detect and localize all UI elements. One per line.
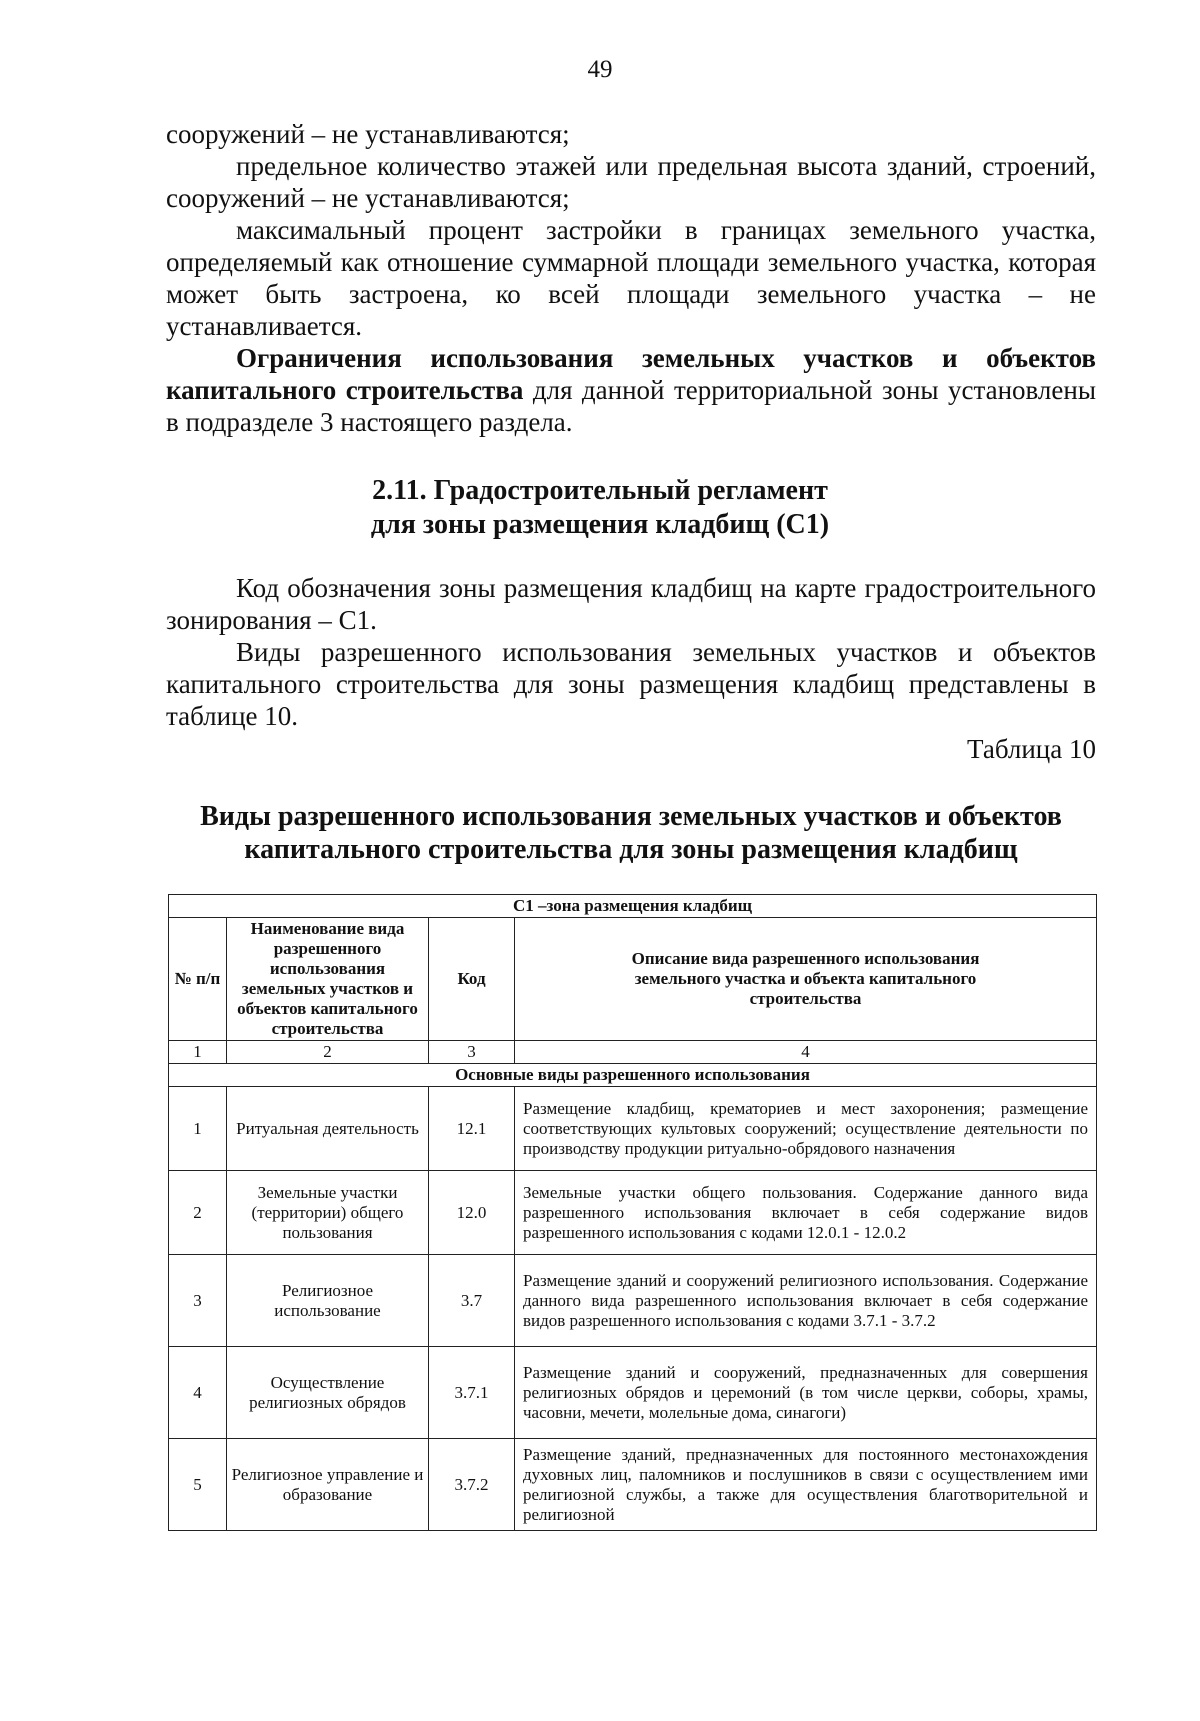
table-title-line-2: капитального строительства для зоны размещения кладбищ [244, 834, 1018, 865]
col-number-1: 1 [169, 1041, 227, 1064]
intro-paragraph-1: сооружений – не устанавливаются; [166, 119, 570, 149]
row-name: Религиозное использование [227, 1255, 429, 1347]
row-num: 3 [169, 1255, 227, 1347]
row-name: Земельные участки (территории) общего пользования [227, 1171, 429, 1255]
zone-header-cell: С1 –зона размещения кладбищ [169, 895, 1097, 918]
col-number-3: 3 [429, 1041, 515, 1064]
row-code: 3.7.2 [429, 1439, 515, 1531]
header-desc: Описание вида разрешенного использования земельного участка и объекта капитального строительства [515, 918, 1097, 1041]
row-code: 12.1 [429, 1087, 515, 1171]
row-code: 3.7.1 [429, 1347, 515, 1439]
row-code: 12.0 [429, 1171, 515, 1255]
row-desc: Размещение кладбищ, крематориев и мест захоронения; размещение соответствующих культовых сооружений; осуществление деятельности по производству продукции ритуально-обрядового назначения [515, 1087, 1097, 1171]
restrictions-rest-text: для данной территориальной зоны установлены в подразделе 3 настоящего раздела. [166, 375, 1096, 437]
row-desc: Размещение зданий, предназначенных для постоянного местонахождения духовных лиц, паломников и послушников в связи с осуществлением ими религиозной службы, а также для осуществления благотворительной и религиозной [515, 1439, 1097, 1531]
section-heading-line-2: для зоны размещения кладбищ (С1) [370, 509, 830, 540]
row-name: Религиозное управление и образование [227, 1439, 429, 1531]
row-desc: Размещение зданий и сооружений религиозного использования. Содержание данного вида разрешенного использования включает в себя содержание видов разрешенного использования с кодами 3.7.1 - 3.7.2 [515, 1255, 1097, 1347]
zone-header-row [169, 895, 1097, 918]
row-num: 4 [169, 1347, 227, 1439]
column-number-row [169, 1041, 1097, 1064]
table-row [169, 1347, 1097, 1439]
header-code: Код [429, 918, 515, 1041]
header-num: № п/п [169, 918, 227, 1041]
table-row [169, 1255, 1097, 1347]
intro-paragraph-3: максимальный процент застройки в границах земельного участка, определяемый как отношение суммарной площади земельного участка, которая может быть застроена, ко всей площади земельного участка – не устанавливается. [166, 215, 1096, 341]
section-paragraph-1: Код обозначения зоны размещения кладбищ на карте градостроительного зонирования – С1. [166, 573, 1096, 635]
land-use-table [168, 894, 1097, 1531]
row-num: 5 [169, 1439, 227, 1531]
section-label-row [169, 1064, 1097, 1087]
table-title-line-1: Виды разрешенного использования земельных участков и объектов [200, 801, 1062, 832]
intro-paragraph-4 [166, 342, 1096, 438]
row-name: Ритуальная деятельность [227, 1087, 429, 1171]
table-title [166, 800, 1096, 866]
row-desc: Размещение зданий и сооружений, предназначенных для совершения религиозных обрядов и церемоний (в том числе церкви, соборы, храмы, часовни, мечети, молельные дома, синагоги) [515, 1347, 1097, 1439]
section-label-cell: Основные виды разрешенного использования [169, 1064, 1097, 1087]
row-num: 1 [169, 1087, 227, 1171]
table-row [169, 1439, 1097, 1531]
col-number-2: 2 [227, 1041, 429, 1064]
intro-paragraph-2: предельное количество этажей или предельная высота зданий, строений, сооружений – не устанавливаются; [166, 151, 1096, 213]
table-row [169, 1087, 1097, 1171]
intro-text [166, 118, 1096, 438]
section-heading [0, 474, 1200, 542]
row-code: 3.7 [429, 1255, 515, 1347]
section-heading-line-1: 2.11. Градостроительный регламент [372, 475, 828, 506]
row-name: Осуществление религиозных обрядов [227, 1347, 429, 1439]
section-text [166, 572, 1096, 732]
restrictions-bold-text: Ограничения использования земельных участков и объектов капитального строительства [166, 343, 1096, 405]
col-number-4: 4 [515, 1041, 1097, 1064]
table-row [169, 1171, 1097, 1255]
row-num: 2 [169, 1171, 227, 1255]
column-header-row [169, 918, 1097, 1041]
page-number: 49 [587, 56, 613, 83]
header-name: Наименование вида разрешенного использования земельных участков и объектов капитального строительства [227, 918, 429, 1041]
table-caption: Таблица 10 [967, 734, 1096, 764]
row-desc: Земельные участки общего пользования. Содержание данного вида разрешенного использования включает в себя содержание видов разрешенного использования с кодами 12.0.1 - 12.0.2 [515, 1171, 1097, 1255]
section-paragraph-2: Виды разрешенного использования земельных участков и объектов капитального строительства для зоны размещения кладбищ представлены в таблице 10. [166, 637, 1096, 731]
